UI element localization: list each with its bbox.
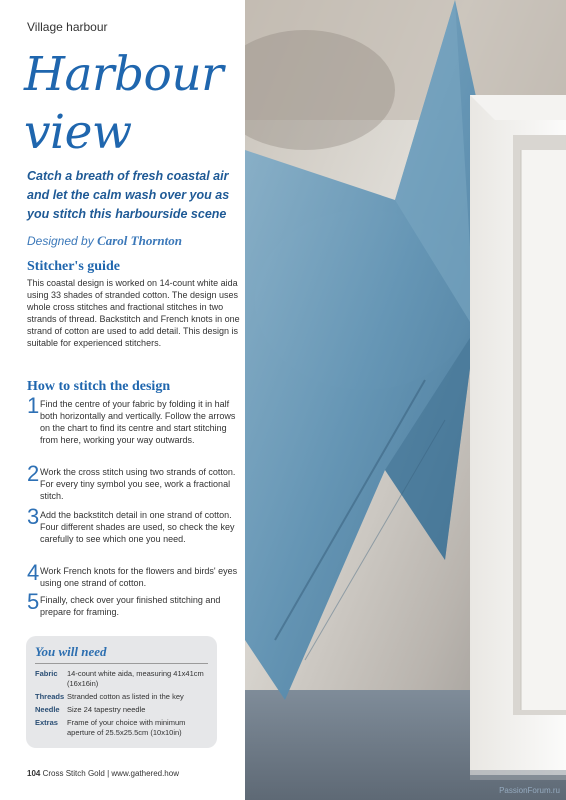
step-3 (27, 504, 247, 545)
need-row-extras (35, 718, 208, 738)
website: www.gathered.how (111, 769, 179, 778)
need-row-fabric (35, 669, 208, 689)
need-value: Frame of your choice with minimum aperture of 25.5x25.5cm (10x10in) (67, 718, 186, 737)
need-row-needle (35, 705, 208, 715)
designer-prefix: Designed by (27, 234, 94, 248)
magazine-name: Cross Stitch Gold (42, 769, 105, 778)
title-line-2: view (24, 105, 132, 160)
star-and-frame-photo (245, 0, 566, 800)
step-number: 1 (27, 393, 40, 418)
step-2 (27, 461, 247, 502)
need-label: Threads (35, 692, 65, 701)
step-1 (27, 393, 247, 446)
need-label: Needle (35, 705, 60, 714)
you-will-need-heading: You will need (35, 644, 208, 664)
step-4 (27, 560, 247, 589)
article-title (24, 46, 223, 162)
need-value: 14-count white aida, measuring 41x41cm (16x16in) (67, 669, 204, 688)
need-row-threads (35, 692, 208, 702)
you-will-need-box (26, 636, 217, 748)
step-text: Find the centre of your fabric by folding it in half both horizontally and vertically. Follow the arrows on the chart to find its centre and start stitching from here, working your way outwards. (40, 399, 236, 445)
step-number: 5 (27, 589, 40, 614)
step-number: 3 (27, 504, 40, 529)
step-5 (27, 589, 247, 618)
designer-name: Carol Thornton (97, 233, 182, 248)
stitchers-guide-text: This coastal design is worked on 14-count white aida using 33 shades of stranded cotton. The design uses whole cross stitches and fractional stitches in two strands of thread. Backstitch and French knots in one strand of cotton are used to add detail. This design is suitable for experienced stitchers. (27, 278, 240, 348)
need-label: Fabric (35, 669, 58, 678)
page-footer (27, 769, 179, 778)
need-value: Size 24 tapestry needle (67, 705, 146, 714)
photo-illustration (245, 0, 566, 800)
need-value: Stranded cotton as listed in the key (67, 692, 184, 701)
page-number: 104 (27, 769, 41, 778)
designer-credit (27, 233, 182, 249)
footer-divider: | (107, 769, 110, 778)
step-text: Add the backstitch detail in one strand of cotton. Four different shades are used, so check the key carefully to see which one you need. (40, 510, 235, 544)
step-number: 2 (27, 461, 40, 486)
article-text-column (0, 0, 245, 800)
section-tag: Village harbour (27, 20, 108, 34)
step-text: Finally, check over your finished stitching and prepare for framing. (40, 595, 221, 617)
need-label: Extras (35, 718, 58, 727)
step-number: 4 (27, 560, 40, 585)
stitchers-guide-heading: Stitcher's guide (27, 259, 120, 274)
step-text: Work French knots for the flowers and birds' eyes using one strand of cotton. (40, 566, 238, 588)
standfirst: Catch a breath of fresh coastal air and let the calm wash over you as you stitch this harbourside scene (27, 169, 230, 221)
title-line-1: Harbour (24, 47, 224, 102)
step-text: Work the cross stitch using two strands of cotton. For every tiny symbol you see, work a fractional stitch. (40, 467, 236, 501)
watermark: PassionForum.ru (499, 786, 560, 795)
how-to-heading: How to stitch the design (27, 379, 171, 394)
